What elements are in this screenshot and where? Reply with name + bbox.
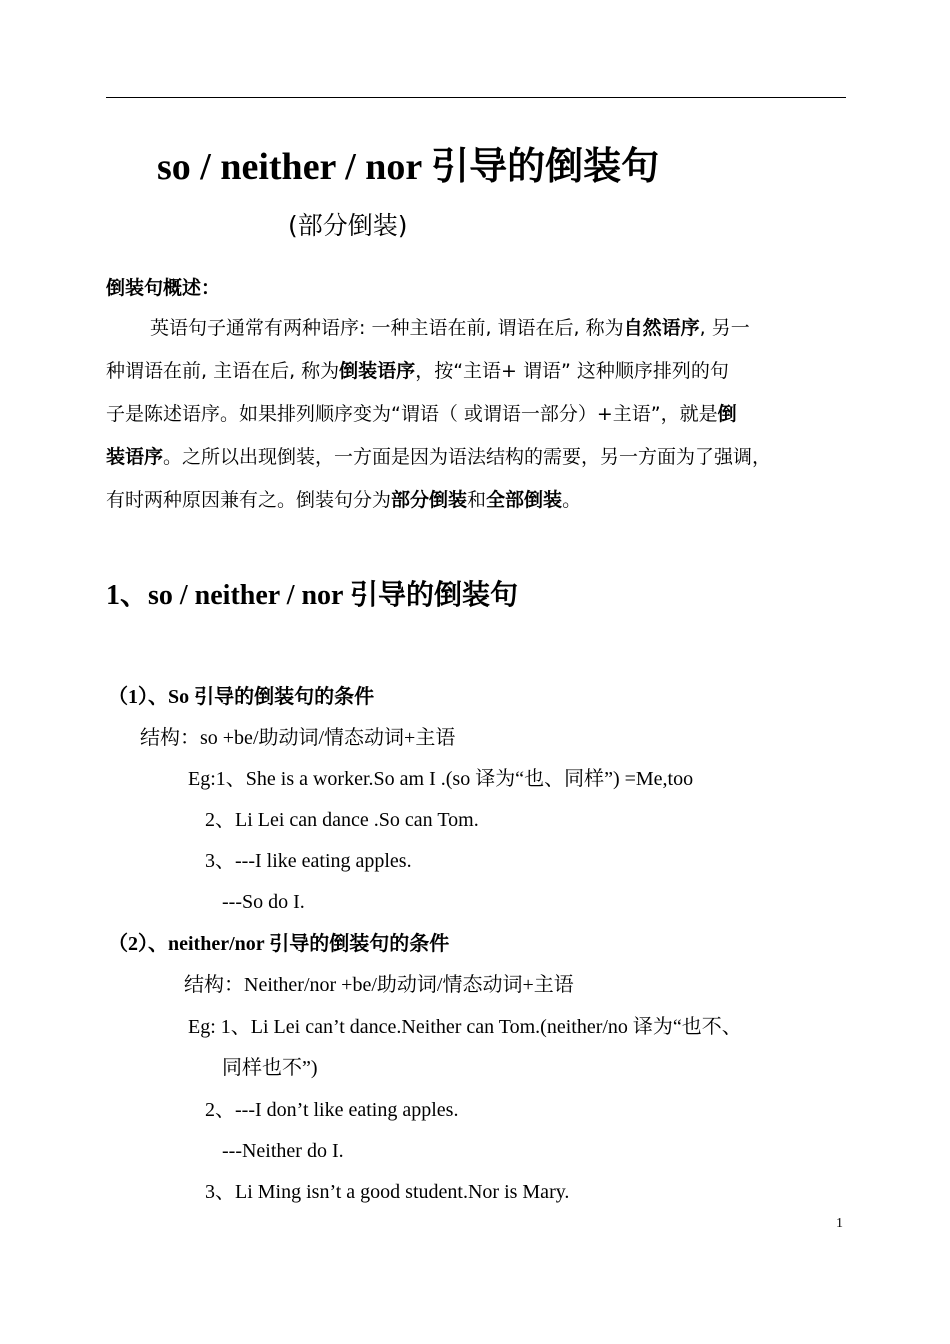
part-1-example-3: 3、---I like eating apples. [205, 850, 412, 872]
part-1-example-1: Eg:1、She is a worker.So am I .(so 译为“也、同样”) =Me,too [188, 768, 694, 790]
overview-line-1: 英语句子通常有两种语序: 一种主语在前, 谓语在后, 称为自然语序, 另一 [150, 317, 750, 339]
overview-line-4: 装语序。之所以出现倒装，一方面是因为语法结构的需要，另一方面为了强调， [106, 446, 772, 468]
section-1-heading: 1、so / neither / nor 引导的倒装句 [106, 580, 518, 611]
part-2-example-1: Eg: 1、Li Lei can’t dance.Neither can Tom.(neither/no 译为“也不、 [188, 1016, 742, 1038]
overview-heading: 倒装句概述： [106, 277, 221, 299]
part-2-heading: （2）、neither/nor 引导的倒装句的条件 [108, 933, 450, 955]
part-1-example-2: 2、Li Lei can dance .So can Tom. [205, 809, 479, 831]
document-subtitle: (部分倒装) [288, 211, 408, 240]
part-1-structure: 结构：so +be/助动词/情态动词+主语 [140, 727, 456, 749]
part-2-structure: 结构：Neither/nor +be/助动词/情态动词+主语 [184, 974, 574, 996]
part-2-example-1-cont: 同样也不”) [222, 1057, 318, 1079]
part-2-example-2-reply: ---Neither do I. [222, 1140, 344, 1162]
overview-line-2: 种谓语在前, 主语在后, 称为倒装语序，按“主语+ 谓语” 这种顺序排列的句 [106, 360, 729, 382]
part-1-example-3-reply: ---So do I. [222, 891, 305, 913]
header-rule [106, 97, 846, 98]
part-2-example-2: 2、---I don’t like eating apples. [205, 1099, 459, 1121]
page-number: 1 [836, 1216, 843, 1231]
part-1-heading: （1）、So 引导的倒装句的条件 [108, 686, 375, 708]
overview-line-3: 子是陈述语序。如果排列顺序变为“谓语（ 或谓语一部分）+主语”，就是倒 [106, 403, 737, 425]
document-title: so / neither / nor 引导的倒装句 [157, 146, 660, 188]
overview-line-5: 有时两种原因兼有之。倒装句分为部分倒装和全部倒装。 [106, 489, 582, 511]
part-2-example-3: 3、Li Ming isn’t a good student.Nor is Mary. [205, 1181, 570, 1203]
